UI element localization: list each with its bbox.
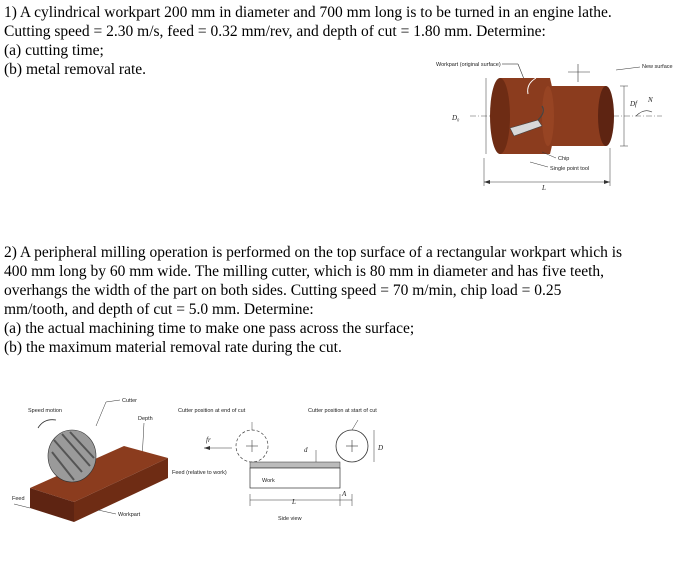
workpart-new-surface (548, 86, 606, 146)
problem-2-statement-line-4: mm/tooth, and depth of cut = 5.0 mm. Determine: (4, 301, 314, 318)
workpart-label: Workpart (original surface) (436, 62, 501, 68)
milling-figure (8, 390, 178, 530)
rotation-n-arrow (636, 111, 652, 116)
problem-2-statement-line-3: overhangs the width of the part on both sides. Cutting speed = 70 m/min, chip load = 0.25 (4, 282, 562, 299)
fr-label: fr (206, 436, 211, 444)
start-label: Cutter position at start of cut (308, 408, 377, 414)
n-label: N (648, 96, 653, 104)
problem-2-statement-line-1: 2) A peripheral milling operation is performed on the top surface of a rectangular workpart which is (4, 244, 623, 261)
problem-1-part-a: (a) cutting time; (4, 42, 104, 59)
turning-figure (430, 54, 692, 194)
a-label: A (342, 490, 347, 498)
problem-1-statement-line-1: 1) A cylindrical workpart 200 mm in diameter and 700 mm long is to be turned in an engine lathe. (4, 4, 612, 21)
work-removed-layer (250, 462, 340, 468)
workpart-end-face (490, 78, 510, 154)
start-leader (352, 420, 358, 430)
work-label: Work (262, 478, 275, 484)
d-big-label: D (378, 444, 384, 452)
problem-2-part-a: (a) the actual machining time to make one pass across the surface; (4, 320, 415, 337)
d0-label: D₀ (452, 114, 460, 122)
df-label: Df (630, 100, 637, 108)
problem-1-part-b: (b) metal removal rate. (4, 61, 147, 78)
chip-label: Chip (558, 156, 570, 162)
problem-2-part-b: (b) the maximum material removal rate during the cut. (4, 339, 342, 356)
new-surface-label: New surface (642, 64, 673, 70)
workpart-leader-2 (98, 510, 116, 514)
l-arrow-left (484, 180, 490, 184)
problem-2-statement-line-2: 400 mm long by 60 mm wide. The milling cutter, which is 80 mm in diameter and has five teeth, (4, 263, 605, 280)
cutter-label: Cutter (122, 398, 137, 404)
problem-1-statement-line-2: Cutting speed = 2.30 m/s, feed = 0.32 mm/rev, and depth of cut = 1.80 mm. Determine: (4, 23, 546, 40)
feed-leader (14, 504, 30, 508)
feed-label: Feed (12, 496, 25, 502)
cutter-leader-2 (96, 402, 106, 426)
workpart-right-end (598, 86, 614, 146)
shoulder (542, 86, 554, 146)
l-label: L (542, 184, 546, 192)
new-surface-leader (616, 67, 640, 70)
depth-label: Depth (138, 416, 153, 422)
side-view-label: Side view (278, 516, 302, 522)
cutter-leader (106, 400, 120, 402)
side-view-figure (168, 400, 408, 530)
end-label: Cutter position at end of cut (178, 408, 246, 414)
l-arrow-right (604, 180, 610, 184)
speed-arrow (38, 420, 56, 428)
tool-label: Single point tool (550, 166, 590, 172)
d-small-label: d (304, 446, 308, 454)
feed-relative-label: Feed (relative to work) (172, 470, 227, 476)
speed-motion-label: Speed motion (28, 408, 62, 414)
problem-2 (4, 243, 622, 357)
fr-arrow-head (204, 446, 210, 450)
workpart-label-2: Workpart (118, 512, 141, 518)
l-label-2: L (292, 498, 296, 506)
tool-leader (530, 162, 548, 167)
